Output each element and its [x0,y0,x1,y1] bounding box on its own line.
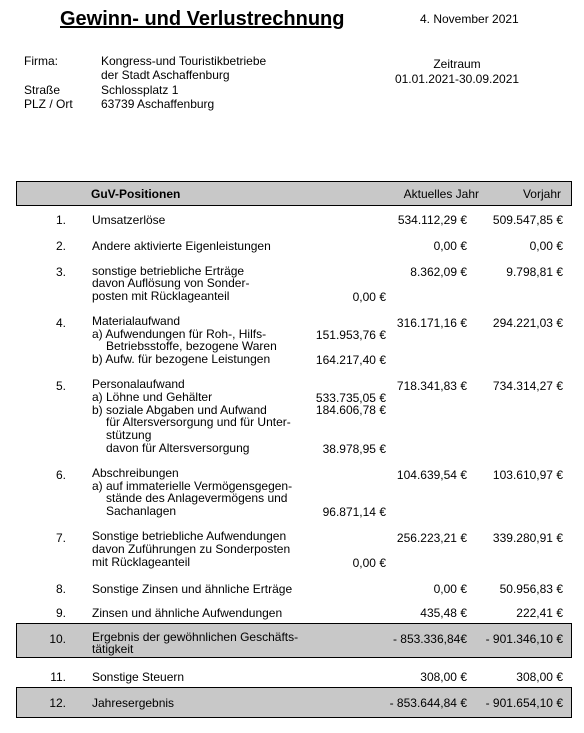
page-title: Gewinn- und Verlustrechnung [60,8,345,30]
row-prior-value: 294.221,03 € [492,316,563,330]
row-label: Jahresergebnis [92,696,175,710]
row-prior-value: 222,41 € [516,606,563,620]
column-header-position: GuV-Positionen [91,187,181,201]
row-sub-value: 184.606,78 € [315,403,386,417]
row-sub-value: 151.953,76 € [315,328,386,342]
row-label: Sonstige Steuern [92,670,185,684]
row-sub-label: a) Aufwendungen für Roh-, Hilfs- [92,327,267,341]
company-name-line2: der Stadt Aschaffenburg [101,68,230,82]
row-sub-value: 96.871,14 € [322,505,386,519]
row-label: Personalaufwand [92,377,185,391]
row-label: Ergebnis der gewöhnlichen Geschäfts- [92,630,299,644]
row-sub-value: 38.978,95 € [322,442,386,456]
row-number: 3. [55,265,66,279]
row-label: Umsatzerlöse [92,213,166,227]
row-number: 1. [55,213,66,227]
row-sub-label: davon für Altersversorgung [106,441,250,455]
row-sub-label: a) auf immaterielle Vermögensgegen- [92,479,293,493]
row-current-value: 308,00 € [420,670,467,684]
row-current-value: 718.341,83 € [396,379,467,393]
row-prior-value: 734.314,27 € [492,379,563,393]
row-current-value: 0,00 € [433,239,467,253]
row-sub-label: a) Löhne und Gehälter [92,390,213,404]
row-number: 6. [55,468,66,482]
row-number: 4. [55,316,66,330]
row-number: 8. [55,582,66,596]
company-name-line1: Kongress-und Touristikbetriebe [101,54,267,68]
period-value: 01.01.2021-30.09.2021 [394,72,520,86]
report-date: 4. November 2021 [420,12,519,26]
row-number: 9. [55,606,66,620]
street-value: Schlossplatz 1 [101,83,179,97]
row-number: 12. [49,696,66,710]
row-prior-value: 0,00 € [529,239,563,253]
row-prior-value: 308,00 € [516,670,563,684]
row-current-value: 8.362,09 € [410,265,467,279]
row-sub-value: 164.217,40 € [315,353,386,367]
table-header [16,181,572,206]
row-sub-label: posten mit Rücklageanteil [92,289,230,303]
row-prior-value: 50.956,83 € [499,582,563,596]
row-current-value: 316.171,16 € [396,316,467,330]
row-number: 7. [55,531,66,545]
row-prior-value: - 901.654,10 € [485,696,563,710]
row-current-value: 534.112,29 € [397,213,467,227]
row-number: 5. [55,379,66,393]
row-label-continued: tätigkeit [92,642,134,656]
city-value: 63739 Aschaffenburg [101,97,215,111]
row-sub-value: 0,00 € [352,556,386,570]
period-label: Zeitraum [433,57,481,71]
column-header-current-year: Aktuelles Jahr [403,187,479,201]
row-current-value: - 853.644,84 € [389,696,467,710]
row-label: Materialaufwand [92,314,181,328]
row-sub-label: für Altersversorgung und für Unter- [106,415,291,429]
row-sub-label: Sachanlagen [106,504,177,518]
row-sub-label: davon Zuführungen zu Sonderposten [92,542,291,556]
row-sub-value: 533.735,05 € [315,391,386,405]
row-label: Abschreibungen [92,466,179,480]
row-current-value: - 853.336,84€ [392,632,467,646]
row-current-value: 104.639,54 € [396,468,467,482]
row-label: sonstige betriebliche Erträge [92,264,245,278]
row-sub-label: stände des Anlagevermögens und [106,491,288,505]
row-label: Sonstige betriebliche Aufwendungen [92,529,287,543]
row-sub-value: 0,00 € [352,290,386,304]
row-number: 2. [55,239,66,253]
row-prior-value: 509.547,85 € [492,213,563,227]
row-sub-label: Betriebsstoffe, bezogene Waren [106,339,277,353]
city-label: PLZ / Ort [24,97,73,111]
row-number: 11. [50,670,66,684]
row-prior-value: 9.798,81 € [506,265,563,279]
row-current-value: 256.223,21 € [396,531,467,545]
row-label: Andere aktivierte Eigenleistungen [92,239,271,253]
row-sub-label: b) soziale Abgaben und Aufwand [92,403,267,417]
row-sub-label: b) Aufw. für bezogene Leistungen [92,352,271,366]
row-current-value: 0,00 € [433,582,467,596]
row-label: Zinsen und ähnliche Aufwendungen [92,606,283,620]
row-current-value: 435,48 € [420,606,467,620]
company-label: Firma: [24,54,58,68]
row-label: Sonstige Zinsen und ähnliche Erträge [92,582,293,596]
street-label: Straße [24,83,61,97]
row-prior-value: - 901.346,10 € [485,632,563,646]
row-number: 10. [49,632,66,646]
row-sub-label: mit Rücklageanteil [92,555,191,569]
row-prior-value: 339.280,91 € [492,531,563,545]
row-sub-label: stützung [106,428,152,442]
column-header-prior-year: Vorjahr [522,187,561,201]
row-prior-value: 103.610,97 € [492,468,563,482]
row-sub-label: davon Auflösung von Sonder- [92,276,250,290]
